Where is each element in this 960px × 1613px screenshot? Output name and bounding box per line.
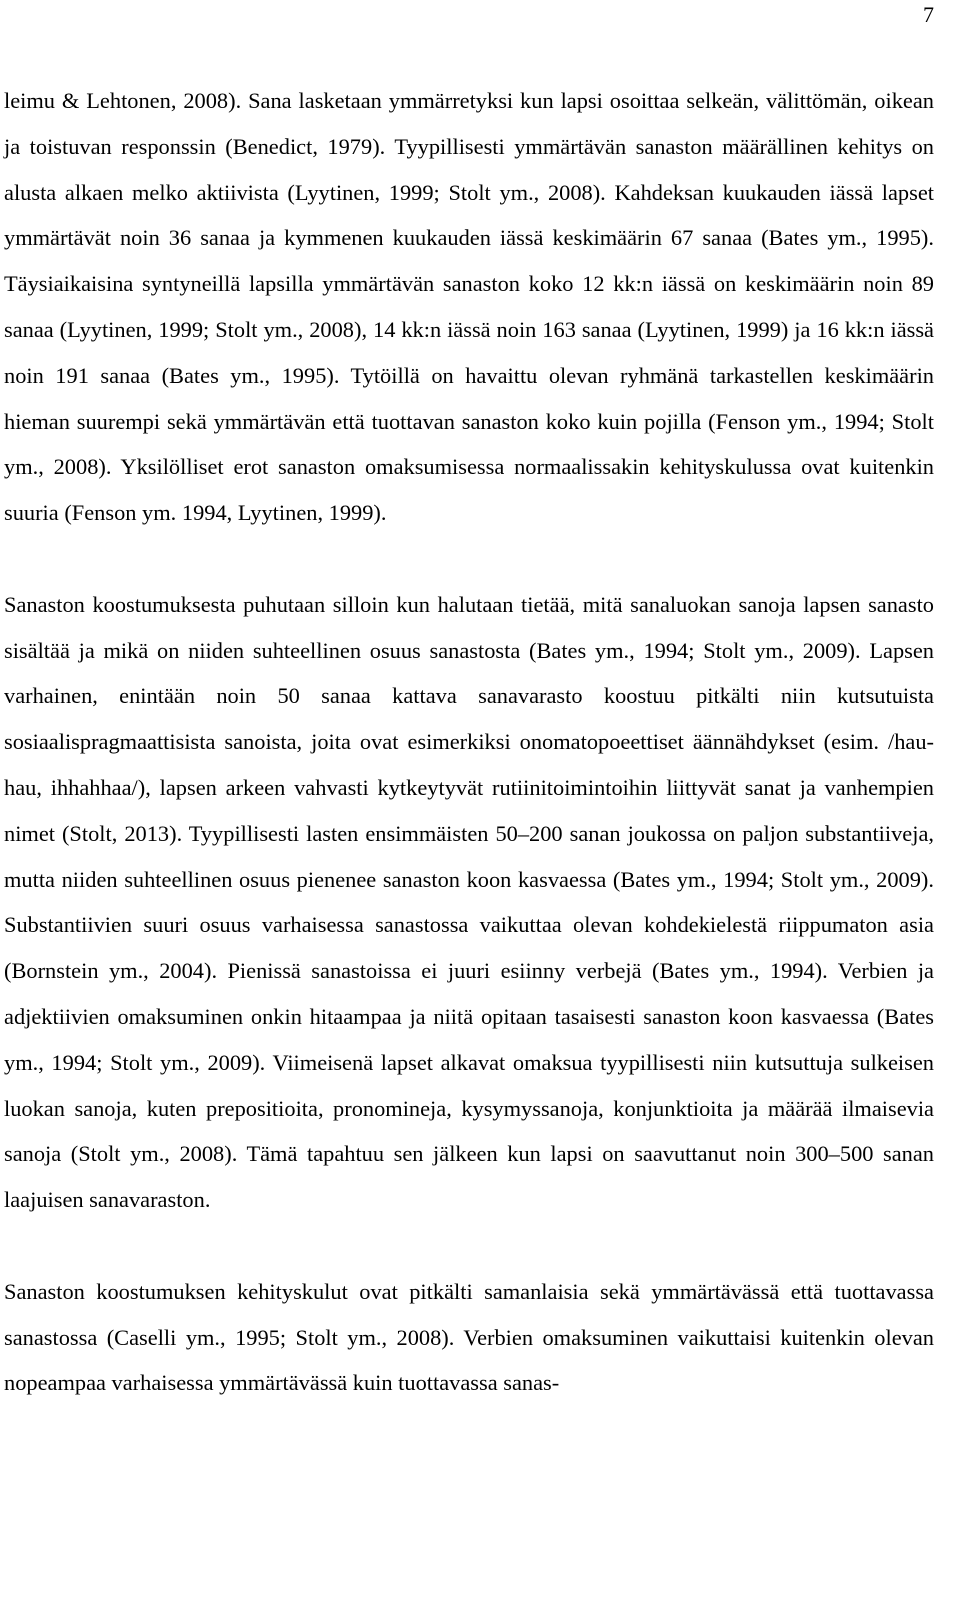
page-number: 7 xyxy=(923,2,934,27)
paragraph-vocabulary-composition: Sanaston koostumuksesta puhutaan silloin kun halutaan tietää, mitä sanaluokan sanoja lapsen sanasto sisältää ja mikä on niiden suhteellinen osuus sanastosta (Bates ym., 1994; Stolt ym., 2009). Lapsen varhainen, enintään noin 50 sanaa kattava sanavarasto koostuu pitkälti niin kutsutuista sosiaalispragmaattisista sanoista, joita ovat esimerkiksi onomatopoeettiset äännähdykset (esim. /hau-hau, ihhahhaa/), lapsen arkeen vahvasti kytkeytyvät rutiinitoimintoihin liittyvät sanat ja vanhempien nimet (Stolt, 2013). Tyypillisesti lasten ensimmäisten 50–200 sanan joukossa on paljon substantiiveja, mutta niiden suhteellinen osuus pienenee sanaston koon kasvaessa (Bates ym., 1994; Stolt ym., 2009). Substantiivien suuri osuus varhaisessa sanastossa vaikuttaa olevan kohdekielestä riippumaton asia (Bornstein ym., 2004). Pienissä sanastoissa ei juuri esiinny verbejä (Bates ym., 1994). Verbien ja adjektiivien omaksuminen onkin hitaampaa ja niitä opitaan tasaisesti sanaston koon kasvaessa (Bates ym., 1994; Stolt ym., 2009). Viimeisenä lapset alkavat omaksua tyypillisesti niin kutsuttuja sulkeisen luokan sanoja, kuten prepositioita, pronomineja, kysymyssanoja, konjunktioita ja määrää ilmaisevia sanoja (Stolt ym., 2008). Tämä tapahtuu sen jälkeen kun lapsi on saavuttanut noin 300–500 sanan laajuisen sanavaraston. xyxy=(4,591,934,1213)
paragraph-composition-development: Sanaston koostumuksen kehityskulut ovat pitkälti samanlaisia sekä ymmärtävässä että tuottavassa sanastossa (Caselli ym., 1995; Stolt ym., 2008). Verbien omaksuminen vaikuttaisi kuitenkin olevan nopeampaa varhaisessa ymmärtävässä kuin tuottavassa sanas- xyxy=(4,1278,934,1396)
document-body xyxy=(4,78,934,1406)
paragraph-comprehension-vocabulary: leimu & Lehtonen, 2008). Sana lasketaan ymmärretyksi kun lapsi osoittaa selkeän, välittömän, oikean ja toistuvan responssin (Benedict, 1979). Tyypillisesti ymmärtävän sanaston määrällinen kehitys on alusta alkaen melko aktiivista (Lyytinen, 1999; Stolt ym., 2008). Kahdeksan kuukauden iässä lapset ymmärtävät noin 36 sanaa ja kymmenen kuukauden iässä keskimäärin 67 sanaa (Bates ym., 1995). Täysiaikaisina syntyneillä lapsilla ymmärtävän sanaston koko 12 kk:n iässä on keskimäärin noin 89 sanaa (Lyytinen, 1999; Stolt ym., 2008), 14 kk:n iässä noin 163 sanaa (Lyytinen, 1999) ja 16 kk:n iässä noin 191 sanaa (Bates ym., 1995). Tytöillä on havaittu olevan ryhmänä tarkastellen keskimäärin hieman suurempi sekä ymmärtävän että tuottavan sanaston koko kuin pojilla (Fenson ym., 1994; Stolt ym., 2008). Yksilölliset erot sanaston omaksumisessa normaalissakin kehityskulussa ovat kuitenkin suuria (Fenson ym. 1994, Lyytinen, 1999). xyxy=(4,88,934,526)
